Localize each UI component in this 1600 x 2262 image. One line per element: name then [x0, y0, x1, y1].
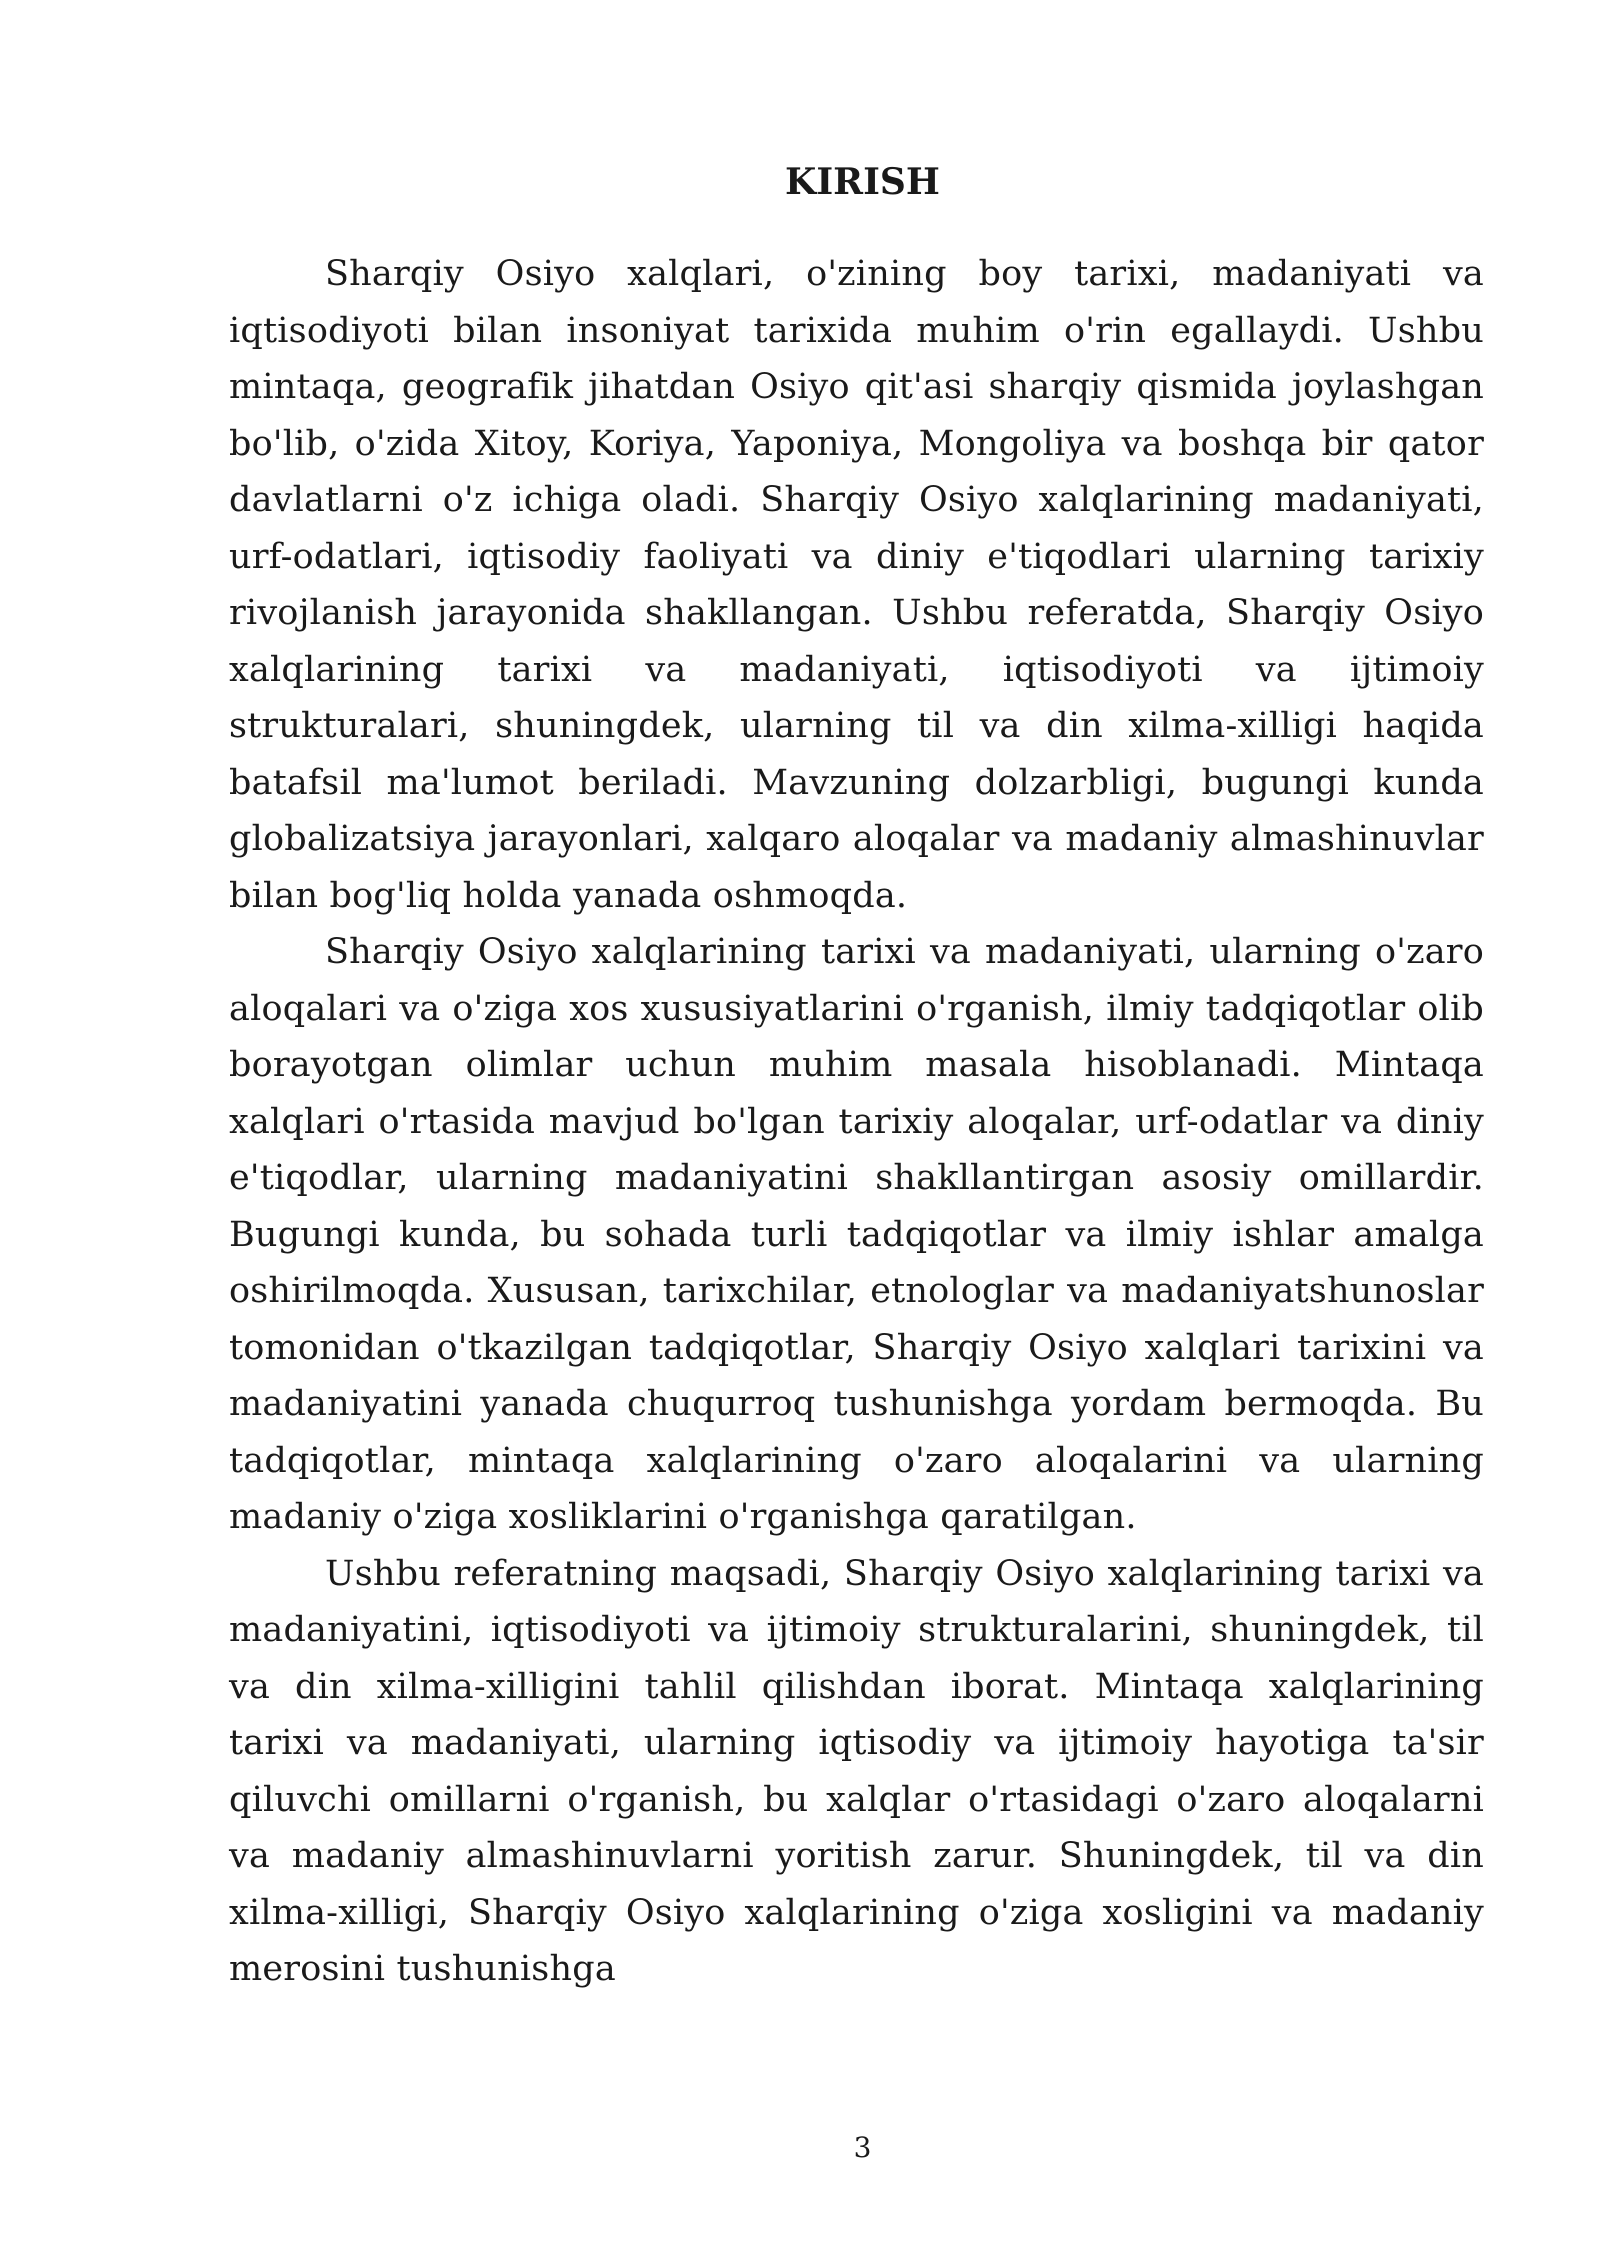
paragraph-2: Sharqiy Osiyo xalqlarining tarixi va madaniyati, ularning o'zaro aloqalari va o'ziga xos xususiyatlarini o'rganish, ilmiy tadqiqotlar olib borayotgan olimlar uchun muhim masala hisoblanadi. Mintaqa xalqlari o'rtasida mavjud bo'lgan tarixiy aloqalar, urf-odatlar va diniy e'tiqodlar, ularning madaniyatini shakllantirgan asosiy omillardir. Bugungi kunda, bu sohada turli tadqiqotlar va ilmiy ishlar amalga oshirilmoqda. Xususan, tarixchilar, etnologlar va madaniyatshunoslar tomonidan o'tkazilgan tadqiqotlar, Sharqiy Osiyo xalqlari tarixini va madaniyatini yanada chuqurroq tushunishga yordam bermoqda. Bu tadqiqotlar, mintaqa xalqlarining o'zaro aloqalarini va ularning madaniy o'ziga xosliklarini o'rganishga qaratilgan.	[229, 932, 1484, 1537]
paragraph-1: Sharqiy Osiyo xalqlari, o'zining boy tarixi, madaniyati va iqtisodiyoti bilan insoniyat tarixida muhim o'rin egallaydi. Ushbu mintaqa, geografik jihatdan Osiyo qit'asi sharqiy qismida joylashgan bo'lib, o'zida Xitoy, Koriya, Yaponiya, Mongoliya va boshqa bir qator davlatlarni o'z ichiga oladi. Sharqiy Osiyo xalqlarining madaniyati, urf-odatlari, iqtisodiy faoliyati va diniy e'tiqodlari ularning tarixiy rivojlanish jarayonida shakllangan. Ushbu referatda, Sharqiy Osiyo xalqlarining tarixi va madaniyati, iqtisodiyoti va ijtimoiy strukturalari, shuningdek, ularning til va din xilma-xilligi haqida batafsil ma'lumot beriladi. Mavzuning dolzarbligi, bugungi kunda globalizatsiya jarayonlari, xalqaro aloqalar va madaniy almashinuvlar bilan bog'liq holda yanada oshmoqda.	[229, 254, 1484, 916]
body-text	[229, 246, 1484, 1998]
page-number: 3	[853, 2131, 872, 2164]
section-heading: KIRISH	[785, 161, 940, 203]
paragraph-3: Ushbu referatning maqsadi, Sharqiy Osiyo xalqlarining tarixi va madaniyatini, iqtisodiyoti va ijtimoiy strukturalarini, shuningdek, til va din xilma-xilligini tahlil qilishdan iborat. Mintaqa xalqlarining tarixi va madaniyati, ularning iqtisodiy va ijtimoiy hayotiga ta'sir qiluvchi omillarni o'rganish, bu xalqlar o'rtasidagi o'zaro aloqalarni va madaniy almashinuvlarni yoritish zarur. Shuningdek, til va din xilma-xilligi, Sharqiy Osiyo xalqlarining o'ziga xosligini va madaniy merosini tushunishga	[229, 1553, 1484, 1989]
